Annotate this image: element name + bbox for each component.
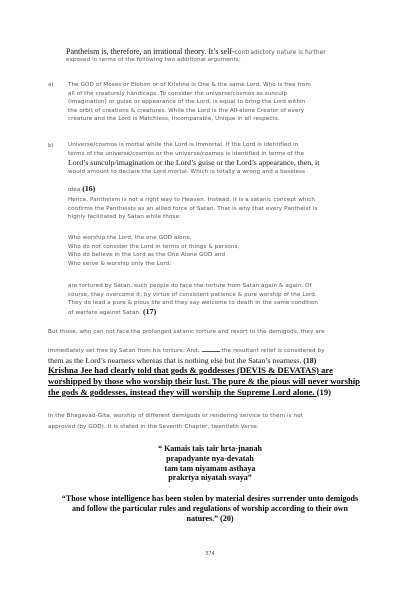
paragraph-line: They do lead a pure & pious life and they say welcome to death in the same condition — [68, 300, 319, 307]
paragraph-line: In the Bhagavad-Gita, worship of different demigods or rendering service to them is not — [48, 413, 304, 419]
verse-line: prapadyante nya-devatah — [166, 453, 254, 463]
quote-line: “Those whose intelligence has been stolen by material desires surrender unto demigods — [61, 494, 359, 503]
item-b-line: terms of the universe/cosmos or the universe/cosmos is identified in terms of the — [68, 150, 305, 157]
page-number: 374 — [205, 551, 215, 557]
quote-line: natures.” — [186, 513, 219, 523]
paragraph-line: immediately set free by Satan from his torture. And, — [48, 347, 200, 354]
item-a-line: creature and the Lord is Matchless, Incomparable, Unique in all respects. — [68, 116, 280, 123]
blank-underline — [202, 351, 220, 352]
footnote-ref: (19) — [316, 387, 331, 397]
list-item: Who worship the Lord, the one GOD alone, — [68, 235, 192, 241]
item-a-line: (imagination) or guise or appearance of the Lord, is equal to bring the Lord within — [68, 99, 306, 106]
list-item: Who do not consider the Lord in terms of things & persons, — [68, 243, 240, 250]
sanskrit-verse — [60, 444, 360, 483]
item-b-line: would amount to declare the Lord mortal. Which is totally a wrong and a baseless — [68, 168, 306, 175]
paragraph-tail: contradictory nature is further — [234, 50, 326, 56]
list-item: Who do believe in the Lord as the One Alone GOD and — [68, 252, 226, 259]
paragraph-line: of warfare against Satan. — [68, 309, 142, 316]
paragraph-line: approved (by GOD). It is stated in the Seventh Chapter, twentieth Verse: — [48, 423, 259, 430]
item-b-line: Universe/cosmos is mortal while the Lord is immortal. If the Lord is identified in — [68, 142, 299, 148]
quote-line: and follow the particular rules and regulations of worship according to their own — [71, 503, 348, 513]
paragraph-line: highly facilitated by Satan while those: — [68, 214, 181, 221]
paragraph-line: Hence, Pantheism is not a right way to Heaven. Instead, it is a satanic concept which — [68, 197, 316, 203]
paragraph-hence — [68, 196, 390, 222]
footnote-ref: (18) — [303, 355, 317, 365]
paragraph-tortured — [68, 282, 390, 317]
paragraph-line: them as the Lord’s nearness whereas that is nothing else but the Satan’s nearness. — [48, 355, 302, 365]
paragraph-line: But those, who can not face the prolonged satanic torture and resort to the demigods, they are — [48, 329, 325, 335]
item-b-label: b) — [48, 143, 54, 149]
paragraph-line: Krishna Jee had clearly told that gods & goddesses (DEVIS & DEVATAS) are — [48, 365, 333, 375]
footnote-ref: (20) — [220, 513, 234, 523]
item-a-text — [68, 81, 386, 124]
paragraph-line: course, they overcome it, by virtue of consistent patience & pure worship of the Lord. — [68, 291, 317, 298]
paragraph-line: the gods & goddesses, instead they will worship the Supreme Lord alone. — [48, 387, 315, 397]
paragraph-line: confirms the Pantheists as an allied force of Satan. That is why that every Pantheist is — [68, 205, 318, 212]
paragraph-line: are tortured by Satan, such people do face the torture from Satan again & again. Of — [68, 283, 312, 289]
item-a-label: a) — [48, 82, 54, 88]
footnote-ref: (17) — [142, 306, 157, 316]
who-list — [68, 234, 390, 268]
item-a-line: the orbit of creations & creatures. While the Lord is the All-alone Creator of every — [68, 107, 305, 114]
verse-line: “ Kamais tais tair hrta-jnanah — [158, 444, 262, 453]
paragraph-bhagavad-gita — [48, 412, 392, 431]
paragraph-line: worshipped by those who worship their lust. The pure & the pious will never worship — [48, 376, 360, 386]
item-b-line: idea. — [68, 187, 83, 194]
verse-translation — [40, 494, 380, 523]
verse-line: prakrtya niyatah svaya” — [168, 473, 252, 483]
item-b-text — [68, 141, 390, 195]
paragraph-but-those — [48, 328, 388, 365]
footnote-ref: (16) — [82, 184, 96, 194]
item-a-line: all of the creaturely handicaps. To consider the universe/cosmos as sunculp — [68, 90, 288, 97]
paragraph-krishna — [48, 365, 392, 398]
paragraph-continuation: exposed in terms of the following two additional arguments: — [66, 57, 241, 63]
verse-line: tam tam niyamam asthaya — [164, 463, 256, 473]
list-item: Who serve & worship only the Lord: — [68, 260, 172, 267]
paragraph-line: the resultant relief is considered by — [221, 347, 325, 354]
paragraph-lead: Pantheism is, therefore, an irrational theory. It’s self- — [66, 47, 235, 56]
item-b-line: Lord’s sunculp/imagination or the Lord’s guise or the Lord’s appearance, then, it — [68, 158, 320, 168]
item-a-line: The GOD of Moses or Elohim or of Krishna is One & the same Lord, Who is free from — [68, 82, 311, 88]
